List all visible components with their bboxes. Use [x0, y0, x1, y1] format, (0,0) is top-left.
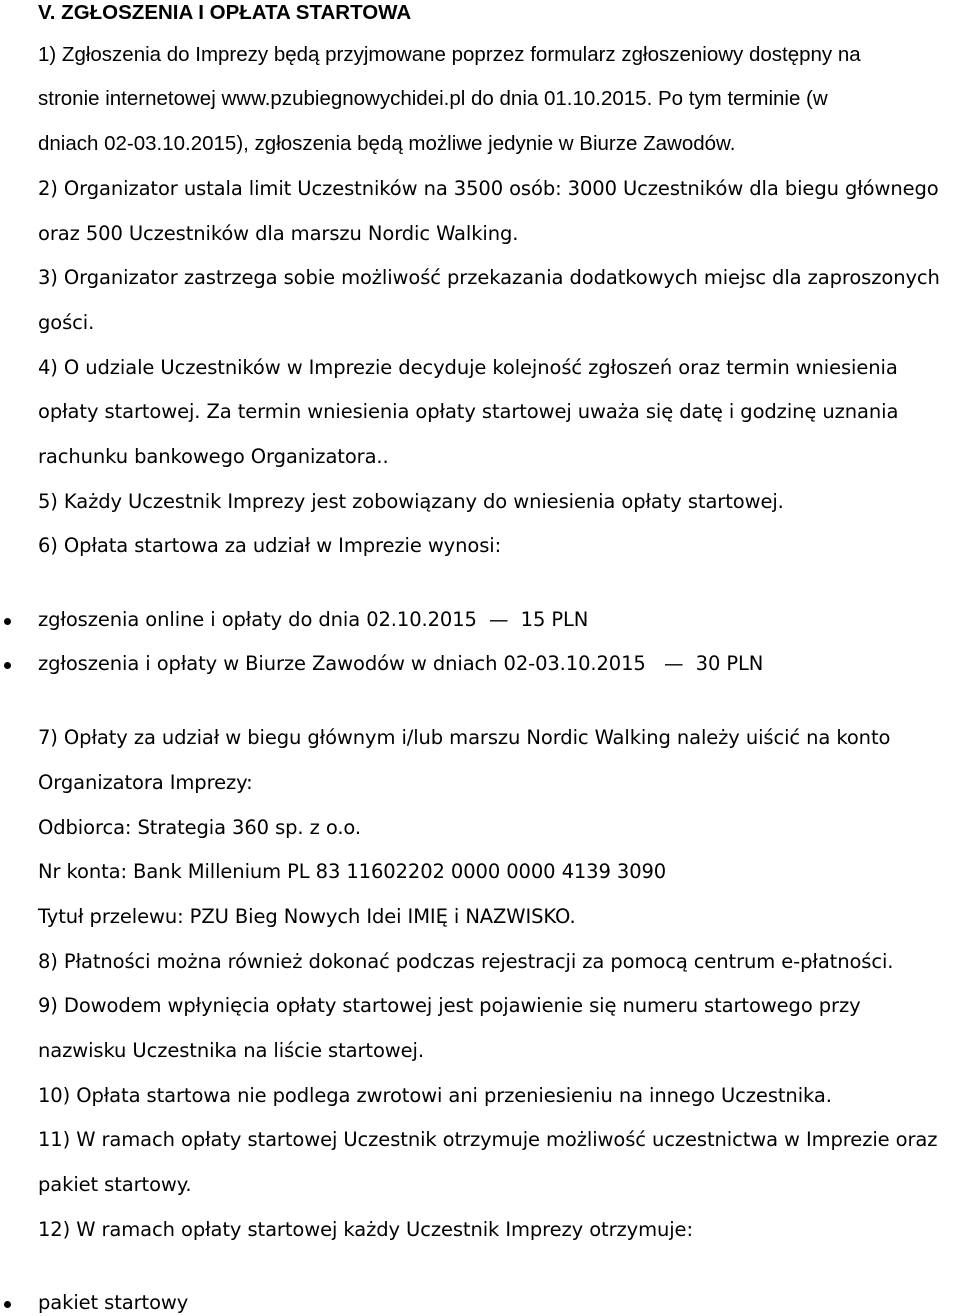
bullet-icon: [4, 1301, 11, 1308]
paragraph-11-line-2: pakiet startowy.: [38, 1173, 192, 1196]
paragraph-12: 12) W ramach opłaty startowej każdy Uczestnik Imprezy otrzymuje:: [38, 1218, 693, 1241]
bullet-icon: [4, 662, 11, 669]
paragraph-9-line-2: nazwisku Uczestnika na liście startowej.: [38, 1039, 424, 1062]
paragraph-11-line-1: 11) W ramach opłaty startowej Uczestnik otrzymuje możliwość uczestnictwa w Imprezie oraz: [38, 1128, 938, 1151]
fee-item-online: [38, 607, 588, 633]
paragraph-4-line-2: opłaty startowej. Za termin wniesienia opłaty startowej uważa się datę i godzinę uznania: [38, 400, 899, 423]
paragraph-9-line-1: 9) Dowodem wpłynięcia opłaty startowej jest pojawienie się numeru startowego przy: [38, 994, 861, 1017]
paragraph-3-line-2: gości.: [38, 311, 95, 334]
fee-online-label: zgłoszenia online i opłaty do dnia 02.10.2015: [38, 608, 477, 631]
section-heading: V. ZGŁOSZENIA I OPŁATA STARTOWA: [38, 1, 412, 24]
paragraph-1-line-1: 1) Zgłoszenia do Imprezy będą przyjmowane poprzez formularz zgłoszeniowy dostępny na: [38, 43, 861, 66]
paragraph-1-line-3: dniach 02-03.10.2015), zgłoszenia będą możliwe jedynie w Biurze Zawodów.: [38, 132, 736, 155]
paragraph-5: 5) Każdy Uczestnik Imprezy jest zobowiązany do wniesienia opłaty startowej.: [38, 490, 784, 513]
paragraph-4-line-3: rachunku bankowego Organizatora..: [38, 445, 389, 468]
fee-office-label: zgłoszenia i opłaty w Biurze Zawodów w dniach 02-03.10.2015: [38, 652, 646, 675]
paragraph-4-line-1: 4) O udziale Uczestników w Imprezie decyduje kolejność zgłoszeń oraz termin wniesienia: [38, 356, 898, 379]
paragraph-2-line-1: 2) Organizator ustala limit Uczestników na 3500 osób: 3000 Uczestników dla biegu głównego: [38, 177, 939, 200]
package-item: pakiet startowy: [38, 1291, 189, 1314]
recipient-line: Odbiorca: Strategia 360 sp. z o.o.: [38, 816, 362, 839]
fee-item-office: [38, 651, 763, 677]
paragraph-3-line-1: 3) Organizator zastrzega sobie możliwość przekazania dodatkowych miejsc dla zaproszonych: [38, 266, 940, 289]
fee-office-amount: 30 PLN: [695, 652, 764, 675]
paragraph-7-line-1: 7) Opłaty za udział w biegu głównym i/lub marszu Nordic Walking należy uiścić na konto: [38, 726, 891, 749]
bullet-icon: [4, 618, 11, 625]
account-line: Nr konta: Bank Millenium PL 83 11602202 0000 0000 4139 3090: [38, 860, 667, 883]
fee-dash: —: [651, 652, 690, 675]
fee-online-amount: 15 PLN: [520, 608, 589, 631]
paragraph-1-line-2: [38, 86, 828, 112]
paragraph-1-line-2-text: stronie internetowej www.pzubiegnowychidei.pl do dnia 01.10.2015. Po tym terminie (w: [38, 87, 828, 110]
paragraph-10: 10) Opłata startowa nie podlega zwrotowi ani przeniesieniu na innego Uczestnika.: [38, 1084, 832, 1107]
paragraph-2-line-2: oraz 500 Uczestników dla marszu Nordic Walking.: [38, 222, 519, 245]
paragraph-8: 8) Płatności można również dokonać podczas rejestracji za pomocą centrum e-płatności.: [38, 950, 894, 973]
fee-dash: —: [482, 608, 515, 631]
transfer-title-line: Tytuł przelewu: PZU Bieg Nowych Idei IMIĘ i NAZWISKO.: [38, 905, 576, 928]
paragraph-7-line-2: Organizatora Imprezy:: [38, 771, 253, 794]
paragraph-6: 6) Opłata startowa za udział w Imprezie wynosi:: [38, 534, 502, 557]
